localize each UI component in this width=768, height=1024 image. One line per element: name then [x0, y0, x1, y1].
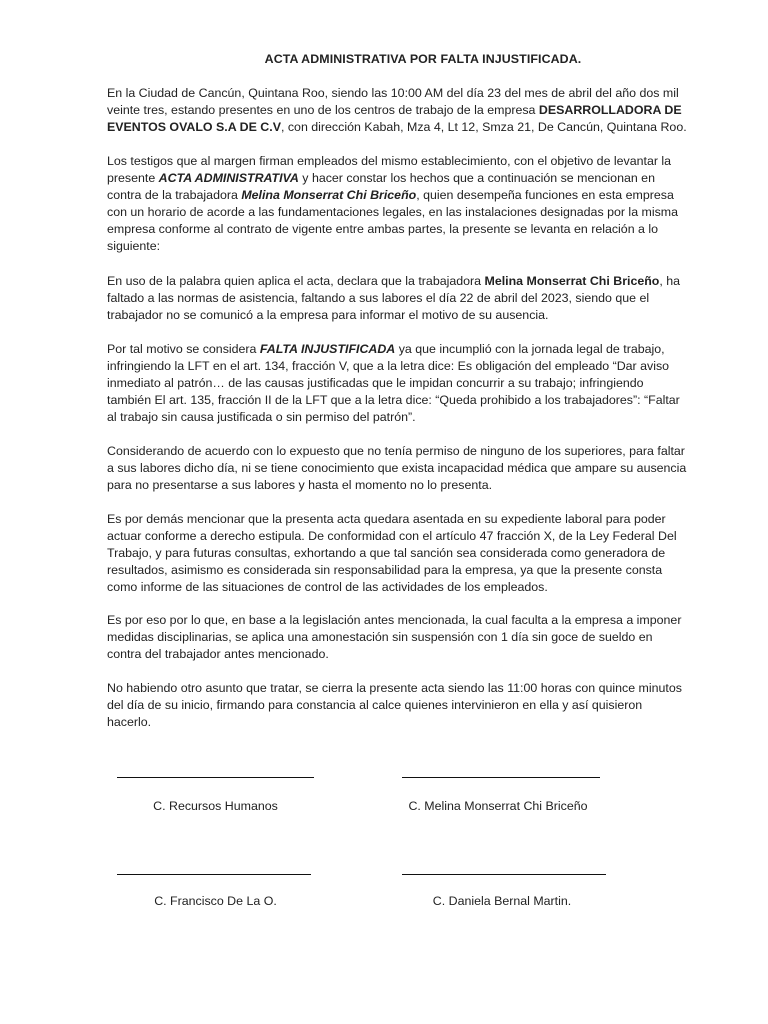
intro-text-2: , con dirección Kabah, Mza 4, Lt 12, Smza 21, De Cancún, Quintana Roo.: [280, 120, 687, 134]
signature-label-witness-2: C. Daniela Bernal Martin.: [432, 894, 572, 908]
acta-emphasis: ACTA ADMINISTRATIVA: [158, 171, 299, 185]
falta-emphasis: FALTA INJUSTIFICADA: [259, 342, 396, 356]
paragraph-sanction: Es por eso por lo que, en base a la legislación antes mencionada, la cual faculta a la empresa a imponer medidas disciplinarias, se aplica una amonestación sin suspensión con 1 día sin goce de sueldo en contra del trabajador antes mencionado.: [107, 613, 682, 661]
paragraph-closing: No habiendo otro asunto que tratar, se cierra la presente acta siendo las 11:00 horas con quince minutos del día de su inicio, firmando para constancia al calce quienes intervinieron en ella y así quisieron hacerlo.: [107, 681, 682, 729]
paragraph-legal-basis: [107, 341, 687, 426]
legal-text-2: ya que incumplió con la jornada legal de trabajo, infringiendo la LFT en el art. 134, fracción V, que a la letra dice: Es obligación del empleado “Dar aviso inmediato al patrón… de las causas justificadas que le impidan concurrir a su trabajo; infringiendo también El art. 135, fracción II de la LFT que a la letra dice: “Queda prohibido a los trabajadores”: “Faltar al trabajo sin causa justificada o sin permiso del patrón”.: [107, 342, 680, 424]
legal-text-1: Por tal motivo se considera: [107, 342, 260, 356]
paragraph-intro: [107, 85, 687, 136]
signature-label-witness-1: C. Francisco De La O.: [154, 894, 277, 908]
signature-line-hr: [117, 777, 314, 778]
paragraph-considering: Considerando de acuerdo con lo expuesto que no tenía permiso de ninguno de los superiores, para faltar a sus labores dicho día, ni se tiene conocimiento que exista incapacidad médica que ampare su ausencia para no presentarse a sus labores y hasta el momento no lo presenta.: [107, 444, 687, 492]
company-name: DESARROLLADORA DE EVENTOS OVALO S.A DE C.V: [107, 103, 682, 134]
witnesses-text-3: , quien desempeña funciones en esta empresa con un horario de acorde a las fundamentaciones legales, en las instalaciones designadas por la misma empresa conforme al contrato de vigente entre ambas partes, la presente se levanta en relación a lo siguiente:: [107, 188, 679, 253]
paragraph-record: Es por demás mencionar que la presenta acta quedara asentada en su expediente laboral para poder actuar conforme a derecho estipula. De conformidad con el artículo 47 fracción X, de la Ley Federal Del Trabajo, y para futuras consultas, exhortando a que tal sanción sea considerada como generadora de resultados, asimismo es considerada sin responsabilidad para la empresa, ya que la presente consta como informe de las situaciones de control de las actividades de los empleados.: [107, 512, 677, 594]
signature-label-worker: C. Melina Monserrat Chi Briceño: [408, 799, 588, 813]
signature-label-hr: C. Recursos Humanos: [153, 799, 278, 813]
signature-line-witness-2: [402, 874, 606, 875]
worker-name-bold: Melina Monserrat Chi Briceño: [484, 274, 660, 288]
document-title: ACTA ADMINISTRATIVA POR FALTA INJUSTIFICADA.: [264, 52, 582, 66]
paragraph-declaration: [107, 273, 687, 324]
declaration-text-1: En uso de la palabra quien aplica el acta, declara que la trabajadora: [107, 274, 485, 288]
worker-name-emphasis: Melina Monserrat Chi Briceño: [241, 188, 417, 202]
paragraph-witnesses: [107, 153, 687, 255]
signature-line-worker: [402, 777, 600, 778]
declaration-text-2: , ha faltado a las normas de asistencia, faltando a sus labores el día 22 de abril del 2023, siendo que el trabajador no se comunicó a la empresa para informar el motivo de su ausencia.: [107, 274, 681, 322]
witnesses-text-2: y hacer constar los hechos que a continuación se mencionan en contra de la trabajadora: [107, 171, 655, 202]
witnesses-text-1: Los testigos que al margen firman empleados del mismo establecimiento, con el objetivo de levantar la presente: [107, 154, 672, 185]
intro-text-1: En la Ciudad de Cancún, Quintana Roo, siendo las 10:00 AM del día 23 del mes de abril del año dos mil veinte tres, estando presentes en uno de los centros de trabajo de la empresa: [107, 86, 679, 117]
signature-line-witness-1: [117, 874, 311, 875]
